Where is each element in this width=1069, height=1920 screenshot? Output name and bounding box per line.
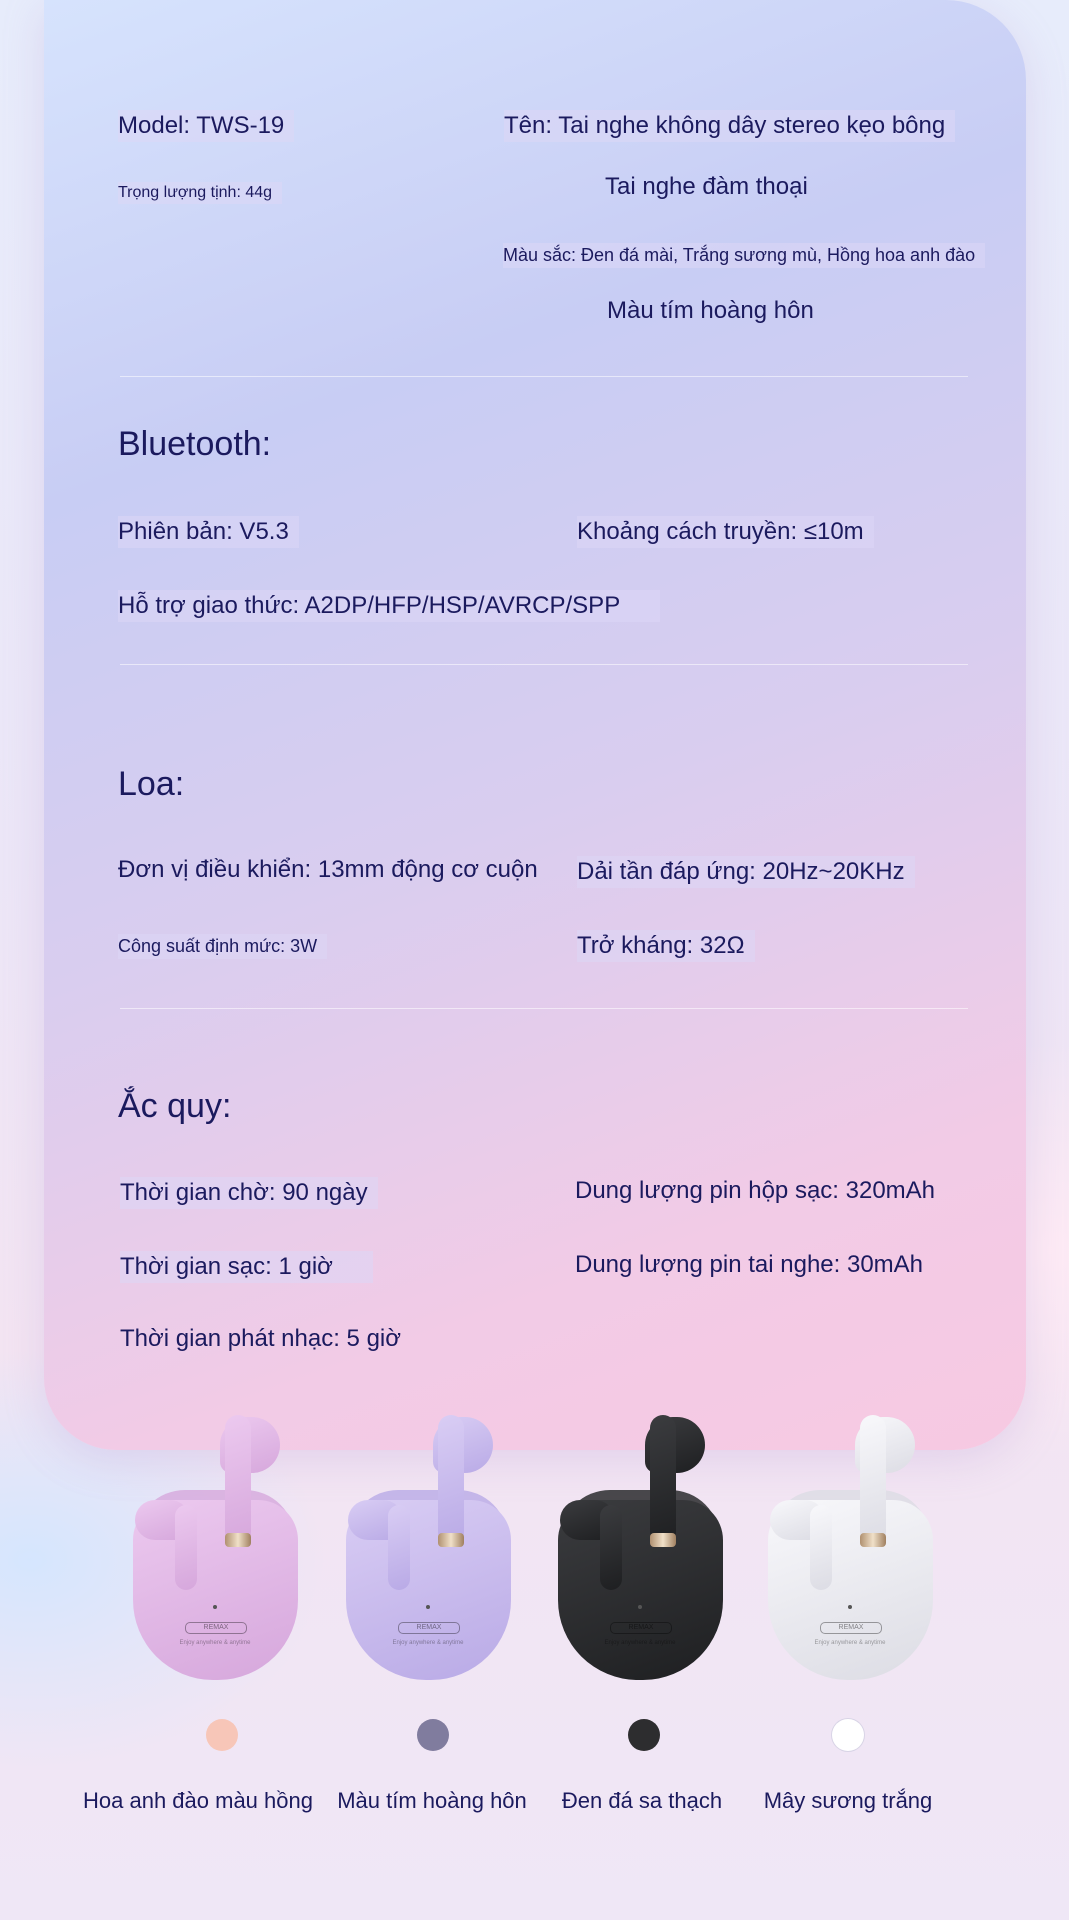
earbud-left-stem — [600, 1505, 622, 1590]
product-name-text: Tên: Tai nghe không dây stereo kẹo bông — [504, 110, 955, 142]
earbud-left-stem — [388, 1505, 410, 1590]
speaker-impedance-text: Trở kháng: 32Ω — [577, 930, 755, 962]
earbud-left-stem — [810, 1505, 832, 1590]
speaker-power-text: Công suất định mức: 3W — [118, 934, 327, 959]
net-weight-text: Trọng lượng tịnh: 44g — [118, 182, 282, 204]
brand-logo: REMAX — [185, 1622, 247, 1634]
colors-extra-text: Màu tím hoàng hôn — [607, 297, 814, 324]
battery-earbud-capacity-text: Dung lượng pin tai nghe: 30mAh — [575, 1251, 924, 1278]
earbud-ring — [650, 1533, 676, 1547]
earbud-right-stem — [650, 1415, 676, 1545]
earbuds-image — [125, 1415, 305, 1695]
earbud-ring — [860, 1533, 886, 1547]
battery-play-time-text: Thời gian phát nhạc: 5 giờ — [120, 1325, 401, 1352]
led-indicator — [426, 1605, 430, 1609]
color-caption: Hoa anh đào màu hồng — [83, 1788, 313, 1813]
color-swatch[interactable] — [628, 1719, 660, 1751]
earbuds-image — [760, 1415, 940, 1695]
battery-standby-text: Thời gian chờ: 90 ngày — [120, 1177, 378, 1209]
divider — [120, 1008, 968, 1009]
earbud-ring — [438, 1533, 464, 1547]
brand-tagline: Enjoy anywhere & anytime — [604, 1640, 676, 1646]
colors-text: Màu sắc: Đen đá mài, Trắng sương mù, Hồng hoa anh đào — [503, 243, 985, 268]
brand-tagline: Enjoy anywhere & anytime — [392, 1640, 464, 1646]
brand-logo: REMAX — [820, 1622, 882, 1634]
earbud-right-stem — [438, 1415, 464, 1545]
earbuds-image — [550, 1415, 730, 1695]
divider — [120, 664, 968, 665]
color-swatch[interactable] — [206, 1719, 238, 1751]
speaker-driver-text: Đơn vị điều khiển: 13mm động cơ cuộn — [118, 856, 538, 883]
speaker-heading: Loa: — [118, 765, 185, 803]
battery-heading: Ắc quy: — [118, 1087, 232, 1125]
battery-case-capacity-text: Dung lượng pin hộp sạc: 320mAh — [575, 1177, 936, 1204]
bluetooth-version-text: Phiên bản: V5.3 — [118, 516, 299, 548]
led-indicator — [638, 1605, 642, 1609]
led-indicator — [213, 1605, 217, 1609]
divider — [120, 376, 968, 377]
bluetooth-protocols-text: Hỗ trợ giao thức: A2DP/HFP/HSP/AVRCP/SPP — [118, 590, 660, 622]
speaker-frequency-text: Dải tần đáp ứng: 20Hz~20KHz — [577, 856, 915, 888]
model-text: Model: TWS-19 — [118, 110, 294, 142]
bluetooth-heading: Bluetooth: — [118, 425, 272, 463]
spec-card — [44, 0, 1026, 1450]
call-type-text: Tai nghe đàm thoại — [605, 173, 808, 200]
brand-tagline: Enjoy anywhere & anytime — [814, 1640, 886, 1646]
color-swatch[interactable] — [832, 1719, 864, 1751]
earbud-left-stem — [175, 1505, 197, 1590]
color-swatch[interactable] — [417, 1719, 449, 1751]
color-caption: Đen đá sa thạch — [561, 1788, 723, 1813]
brand-logo: REMAX — [398, 1622, 460, 1634]
earbud-right-stem — [225, 1415, 251, 1545]
led-indicator — [848, 1605, 852, 1609]
bluetooth-range-text: Khoảng cách truyền: ≤10m — [577, 516, 874, 548]
brand-logo: REMAX — [610, 1622, 672, 1634]
battery-charge-time-text: Thời gian sạc: 1 giờ — [120, 1251, 373, 1283]
color-caption: Mây sương trắng — [763, 1788, 933, 1813]
earbud-ring — [225, 1533, 251, 1547]
brand-tagline: Enjoy anywhere & anytime — [179, 1640, 251, 1646]
earbuds-image — [338, 1415, 518, 1695]
color-caption: Màu tím hoàng hôn — [337, 1788, 527, 1813]
earbud-right-stem — [860, 1415, 886, 1545]
